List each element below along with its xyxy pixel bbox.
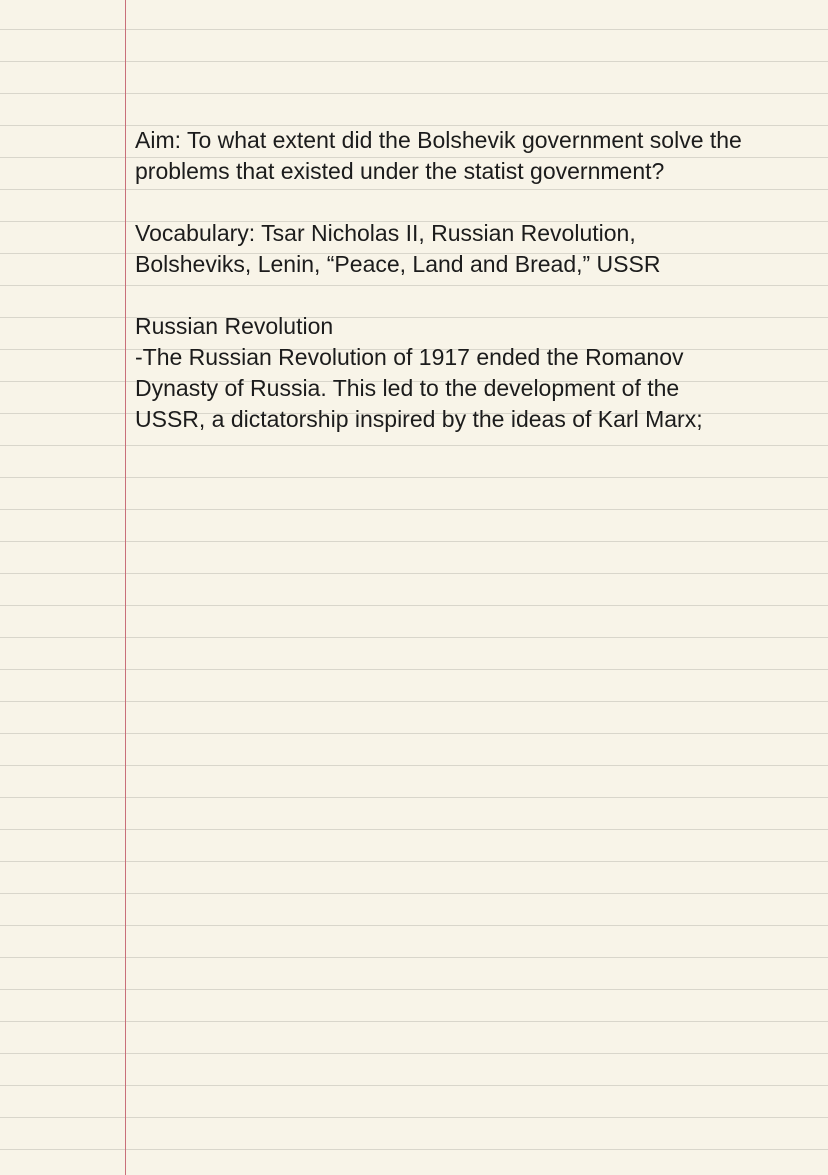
vocabulary-line-2: Bolsheviks, Lenin, “Peace, Land and Bread,” USSR bbox=[135, 251, 661, 277]
section-line-3: USSR, a dictatorship inspired by the ideas of Karl Marx; bbox=[135, 406, 703, 432]
section-line-1: -The Russian Revolution of 1917 ended the Romanov bbox=[135, 344, 684, 370]
section-line-2: Dynasty of Russia. This led to the development of the bbox=[135, 375, 680, 401]
aim-line-2: problems that existed under the statist government? bbox=[135, 158, 665, 184]
note-text[interactable] bbox=[135, 125, 825, 435]
blank-line bbox=[135, 280, 825, 311]
aim-line-1: Aim: To what extent did the Bolshevik government solve the bbox=[135, 127, 742, 153]
section-heading: Russian Revolution bbox=[135, 313, 334, 339]
blank-line bbox=[135, 187, 825, 218]
vocabulary-line-1: Vocabulary: Tsar Nicholas II, Russian Revolution, bbox=[135, 220, 636, 246]
margin-line bbox=[125, 0, 126, 1175]
